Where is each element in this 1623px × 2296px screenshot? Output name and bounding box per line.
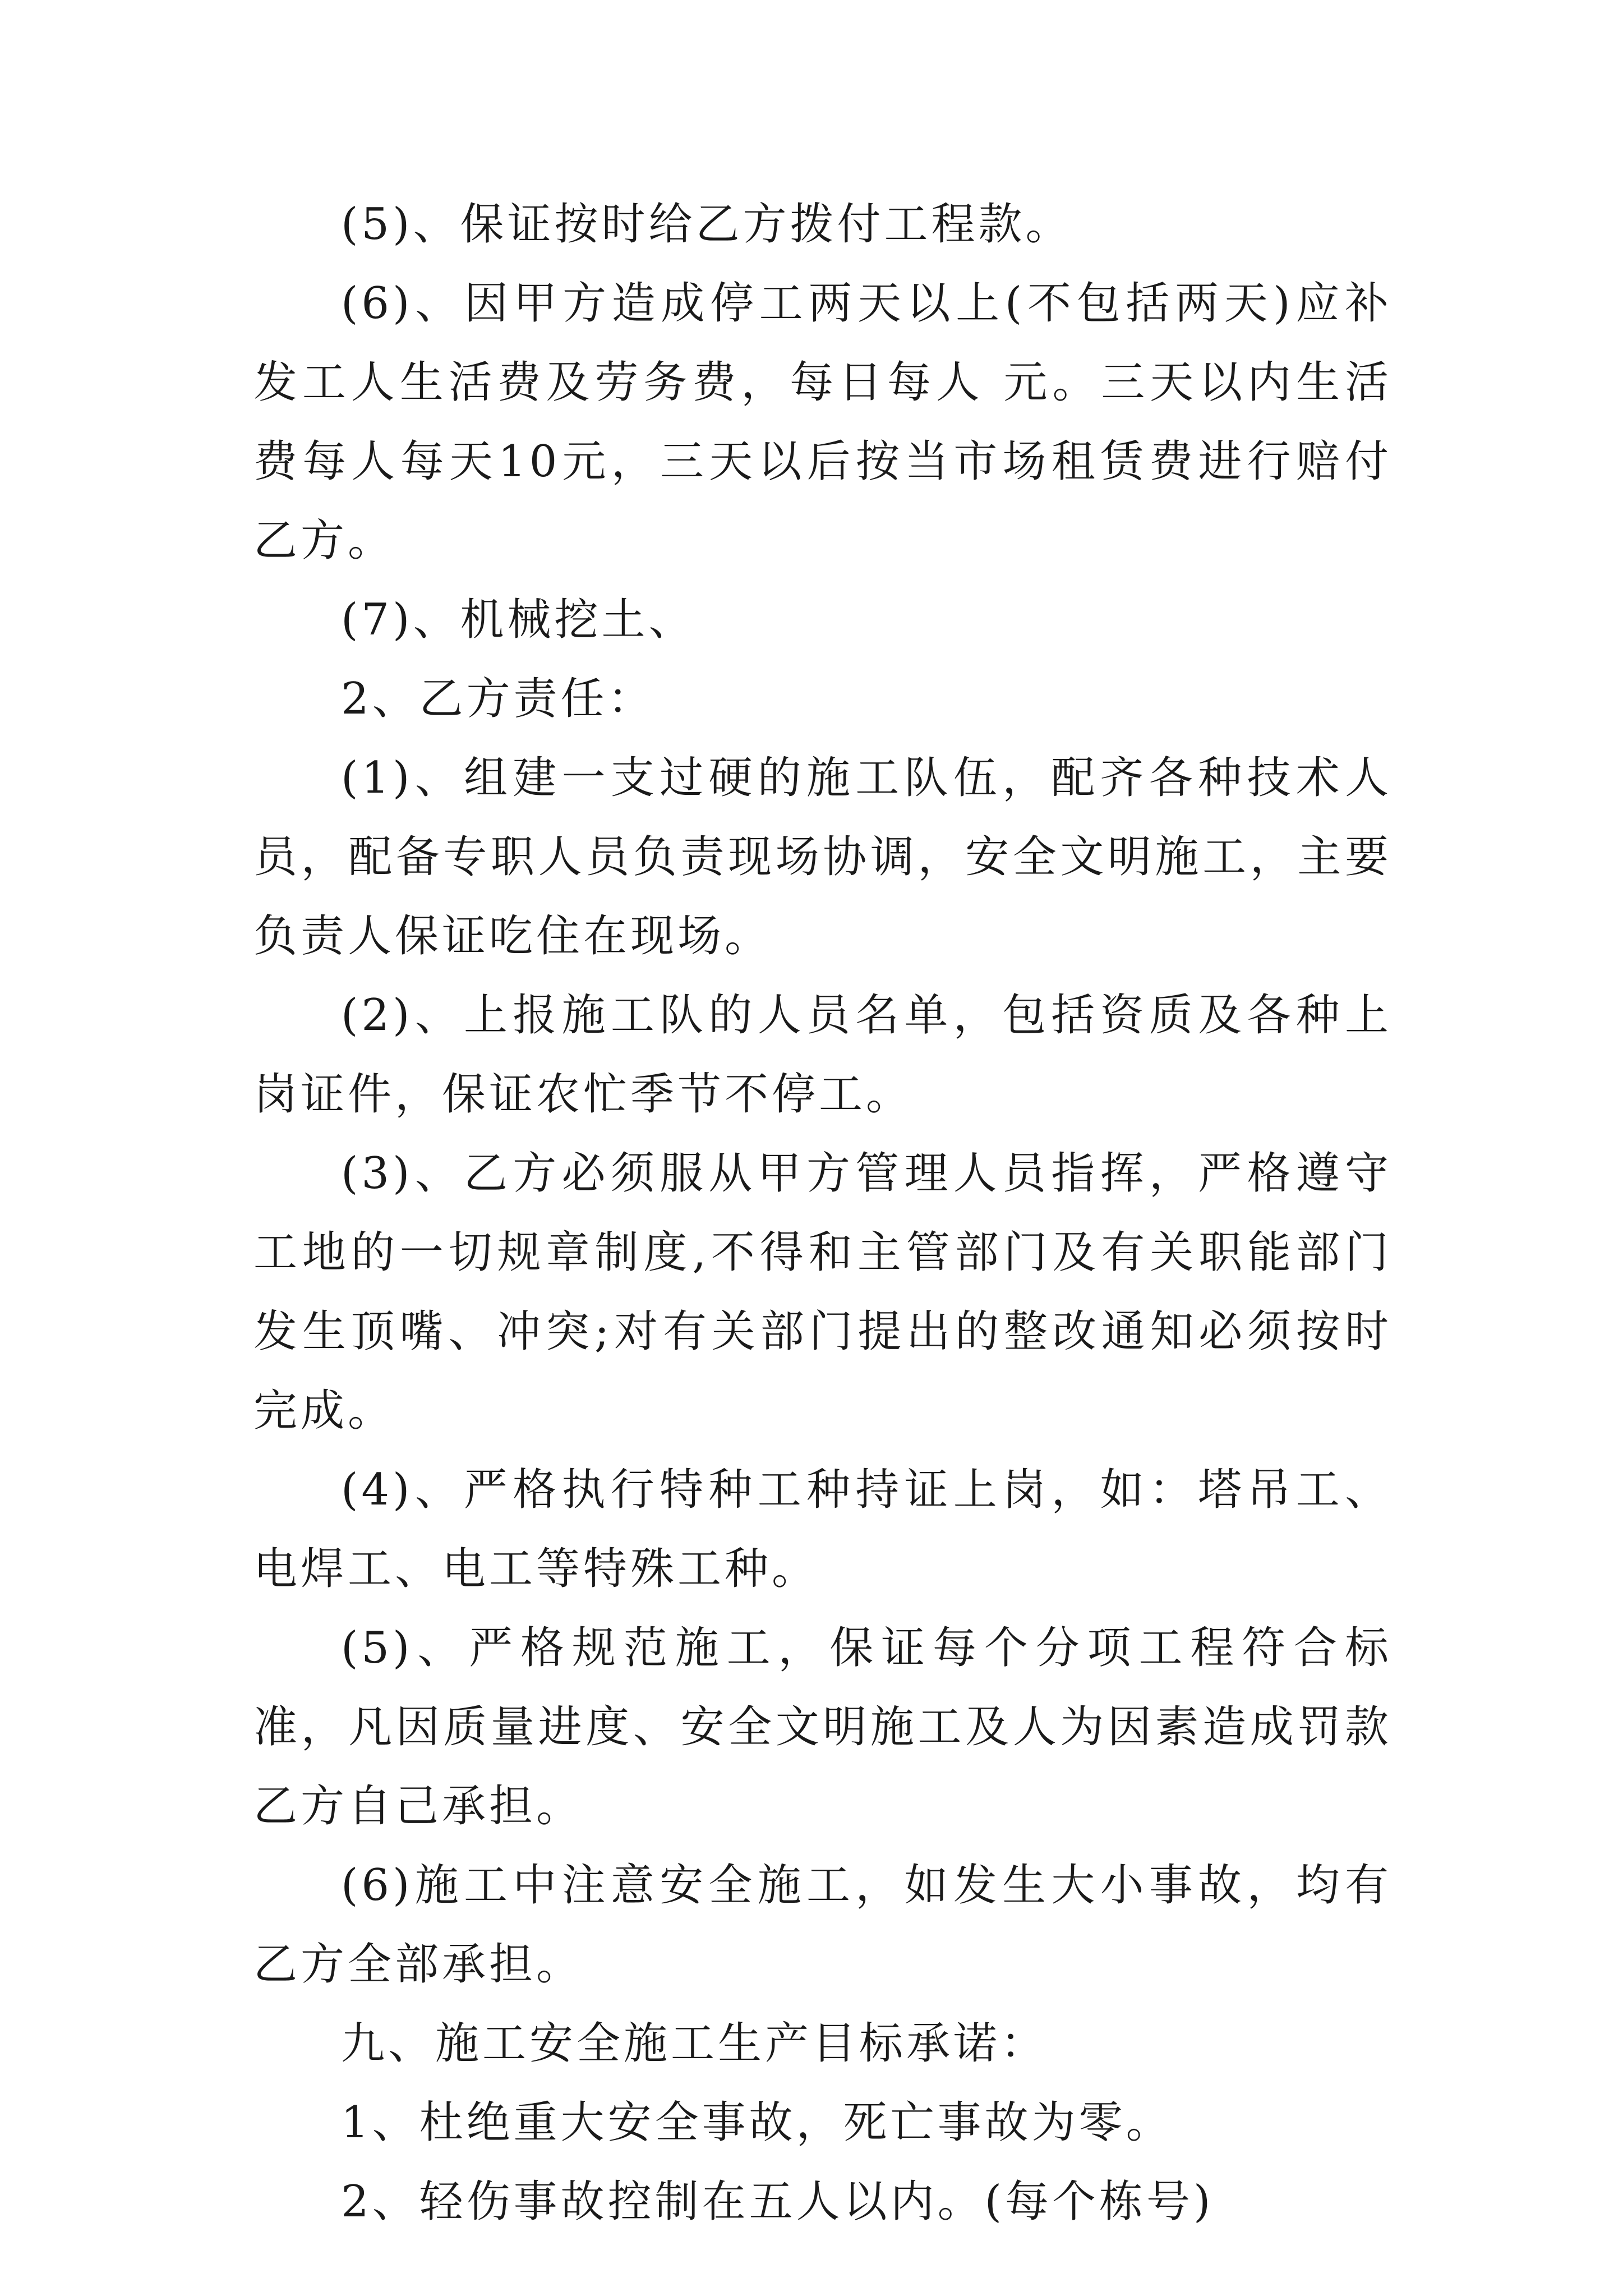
paragraph-safety-target-2: 2、轻伤事故控制在五人以内。(每个栋号) xyxy=(341,2177,1214,2227)
paragraph-party-b-1: (1)、组建一支过硬的施工队伍，配齐各种技术人员，配备专职人员负责现场协调，安全文明施工，主要负责人保证吃住在现场。 xyxy=(253,753,1392,961)
paragraph-party-b-6: (6)施工中注意安全施工，如发生大小事故，均有乙方全部承担。 xyxy=(253,1860,1392,1990)
heading-safety-targets: 九、施工安全施工生产目标承诺： xyxy=(341,2018,1048,2069)
paragraph-party-b-3: (3)、乙方必须服从甲方管理人员指挥，严格遵守工地的一切规章制度,不得和主管部门及有关职能部门发生顶嘴、冲突;对有关部门提出的整改通知必须按时完成。 xyxy=(253,1148,1392,1436)
paragraph-party-b-2: (2)、上报施工队的人员名单，包括资质及各种上岗证件，保证农忙季节不停工。 xyxy=(253,990,1392,1120)
paragraph-party-a-7: (7)、机械挖土、 xyxy=(341,595,696,645)
heading-party-b-duties: 2、乙方责任： xyxy=(341,674,655,724)
paragraph-safety-target-1: 1、杜绝重大安全事故，死亡事故为零。 xyxy=(341,2097,1173,2148)
document-body xyxy=(253,185,1392,2242)
paragraph-party-b-5: (5)、严格规范施工，保证每个分项工程符合标准，凡因质量进度、安全文明施工及人为因素造成罚款乙方自己承担。 xyxy=(253,1623,1392,1832)
paragraph-party-a-5: (5)、保证按时给乙方拨付工程款。 xyxy=(341,199,1073,250)
paragraph-party-a-6: (6)、因甲方造成停工两天以上(不包括两天)应补发工人生活费及劳务费，每日每人 元。三天以内生活费每人每天10元，三天以后按当市场租赁费进行赔付乙方。 xyxy=(253,278,1392,566)
paragraph-party-b-4: (4)、严格执行特种工种持证上岗，如：塔吊工、电焊工、电工等特殊工种。 xyxy=(253,1465,1392,1594)
